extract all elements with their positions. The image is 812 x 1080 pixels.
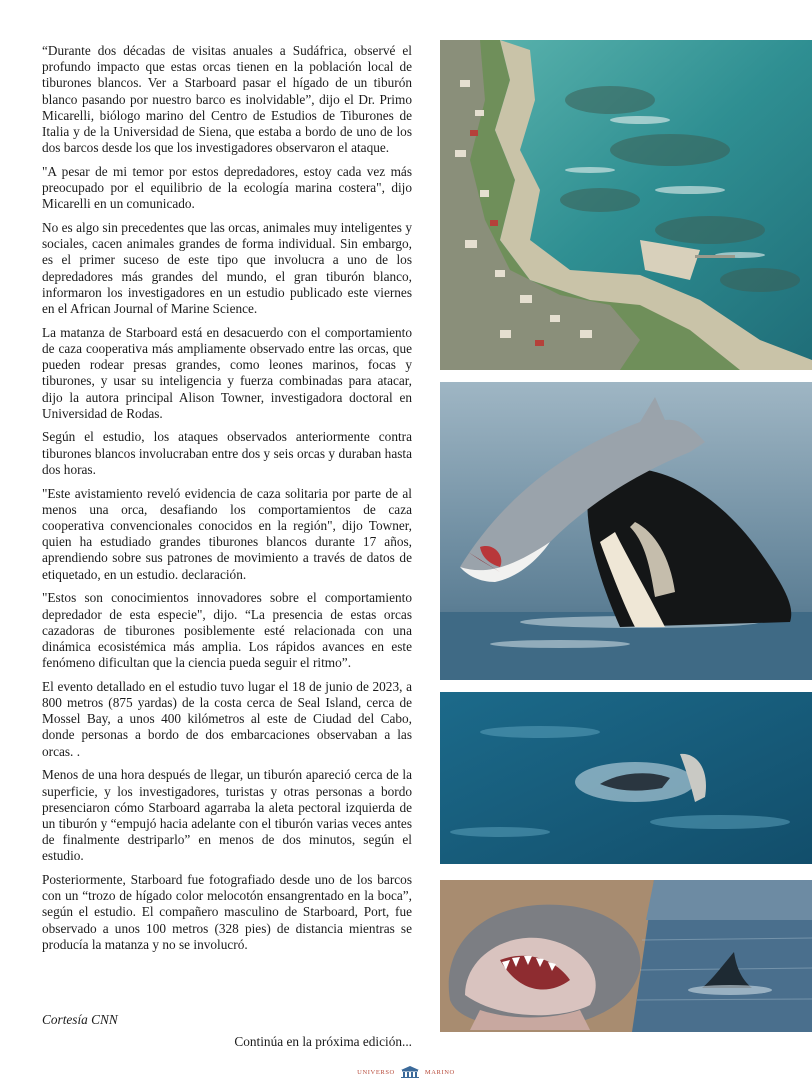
footer-brand-left: UNIVERSO [357,1068,395,1076]
article-paragraph: "Este avistamiento reveló evidencia de caza solitaria por parte de al menos una orca, desafiando los comportamientos de caza cooperativa convencionales conocidos en la región", dijo Towner, quien ha estudiado grandes tiburones blancos durante 17 años, aprendiendo sobre sus patrones de movimiento a través de datos de etiquetado, en un estudio. declaración. [42,485,412,582]
article-paragraph: “Durante dos décadas de visitas anuales a Sudáfrica, observé el profundo impacto que estas orcas tienen en la población local de tiburones blancos. Ver a Starboard pasar el hígado de un tiburón blanco pasando por nuestro barco es inolvidable”, dijo el Dr. Primo Micarelli, biólogo marino del Centro de Estudios de Tiburones de Italia y de la Universidad de Siena, que estaba a bordo de uno de los dos barcos desde los que los investigadores observaron el ataque. [42,43,412,156]
article-paragraph: "A pesar de mi temor por estos depredadores, estoy cada vez más preocupado por el equilibrio de la ecología marina costera", dijo Micarelli en un comunicado. [42,163,412,212]
article-paragraph: No es algo sin precedentes que las orcas, animales muy inteligentes y sociales, cacen animales grandes de forma individual. Sin embargo, es el primer suceso de este tipo que involucra a uno de los depredadores más grandes del mundo, el gran tiburón blanco, informaron los investigadores en un estudio publicado este viernes en el African Journal of Marine Science. [42,220,412,317]
article-paragraph: El evento detallado en el estudio tuvo lugar el 18 de junio de 2023, a 800 metros (875 yardas) de la costa cerca de Seal Island, cerca de Mossel Bay, a unos 400 kilómetros al este de Ciudad del Cabo, donde personas a bordo de dos embarcaciones observaban a las orcas. . [42,678,412,759]
article-paragraph: "Estos son conocimientos innovadores sobre el comportamiento depredador de esta especie", dijo. “La presencia de estas orcas cazadoras de tiburones posiblemente esté relacionada con una dinámica ecosistémica más amplia. Los rápidos avances en este fenómeno dificultan que la ciencia pueda seguir el ritmo”. [42,590,412,671]
page-footer [0,1064,812,1080]
orca-breaching-with-shark-photo [440,382,812,680]
footer-brand-right: MARINO [424,1068,455,1076]
article-paragraph: Menos de una hora después de llegar, un tiburón apareció cerca de la superficie, y los investigadores, turistas y otras personas a bordo presenciaron cómo Starboard agarraba la aleta pectoral izquierda de un tiburón y “empujó hacia adelante con el tiburón varias veces antes de finalmente destriparlo” en menos de dos minutos, según el estudio. [42,767,412,864]
article-credit: Cortesía CNN [42,1012,118,1027]
article-paragraph: La matanza de Starboard está en desacuerdo con el comportamiento de caza cooperativa más ampliamente observado entre las orcas, que pueden rodear presas grandes, como leones marinos, focas y tiburones, y usar su inteligencia y fuerza combinadas para atacar, dijo la autora principal Alison Towner, investigadora doctoral en Universidad de Rodas. [42,324,412,421]
article-paragraph: Según el estudio, los ataques observados anteriormente contra tiburones blancos involucraban entre dos y seis orcas y duraban hasta dos horas. [42,429,412,477]
shark-carcass-photo [440,880,655,1032]
aerial-orca-attack-photo [440,692,812,864]
article-body [42,43,412,961]
article-paragraph: Posteriormente, Starboard fue fotografiado desde uno de los barcos con un “trozo de hígado color melocotón ensangrentado en la boca”, según el estudio. El compañero masculino de Starboard, Port, fue observado a unos 100 metros (328 pies) de distancia mientras se producía la matanza y no se involucró. [42,872,412,952]
coastline-aerial-photo [440,40,812,370]
continue-note: Continúa en la próxima edición... [234,1034,412,1049]
university-building-icon [401,1066,419,1078]
dorsal-fin-photo [632,880,812,1032]
